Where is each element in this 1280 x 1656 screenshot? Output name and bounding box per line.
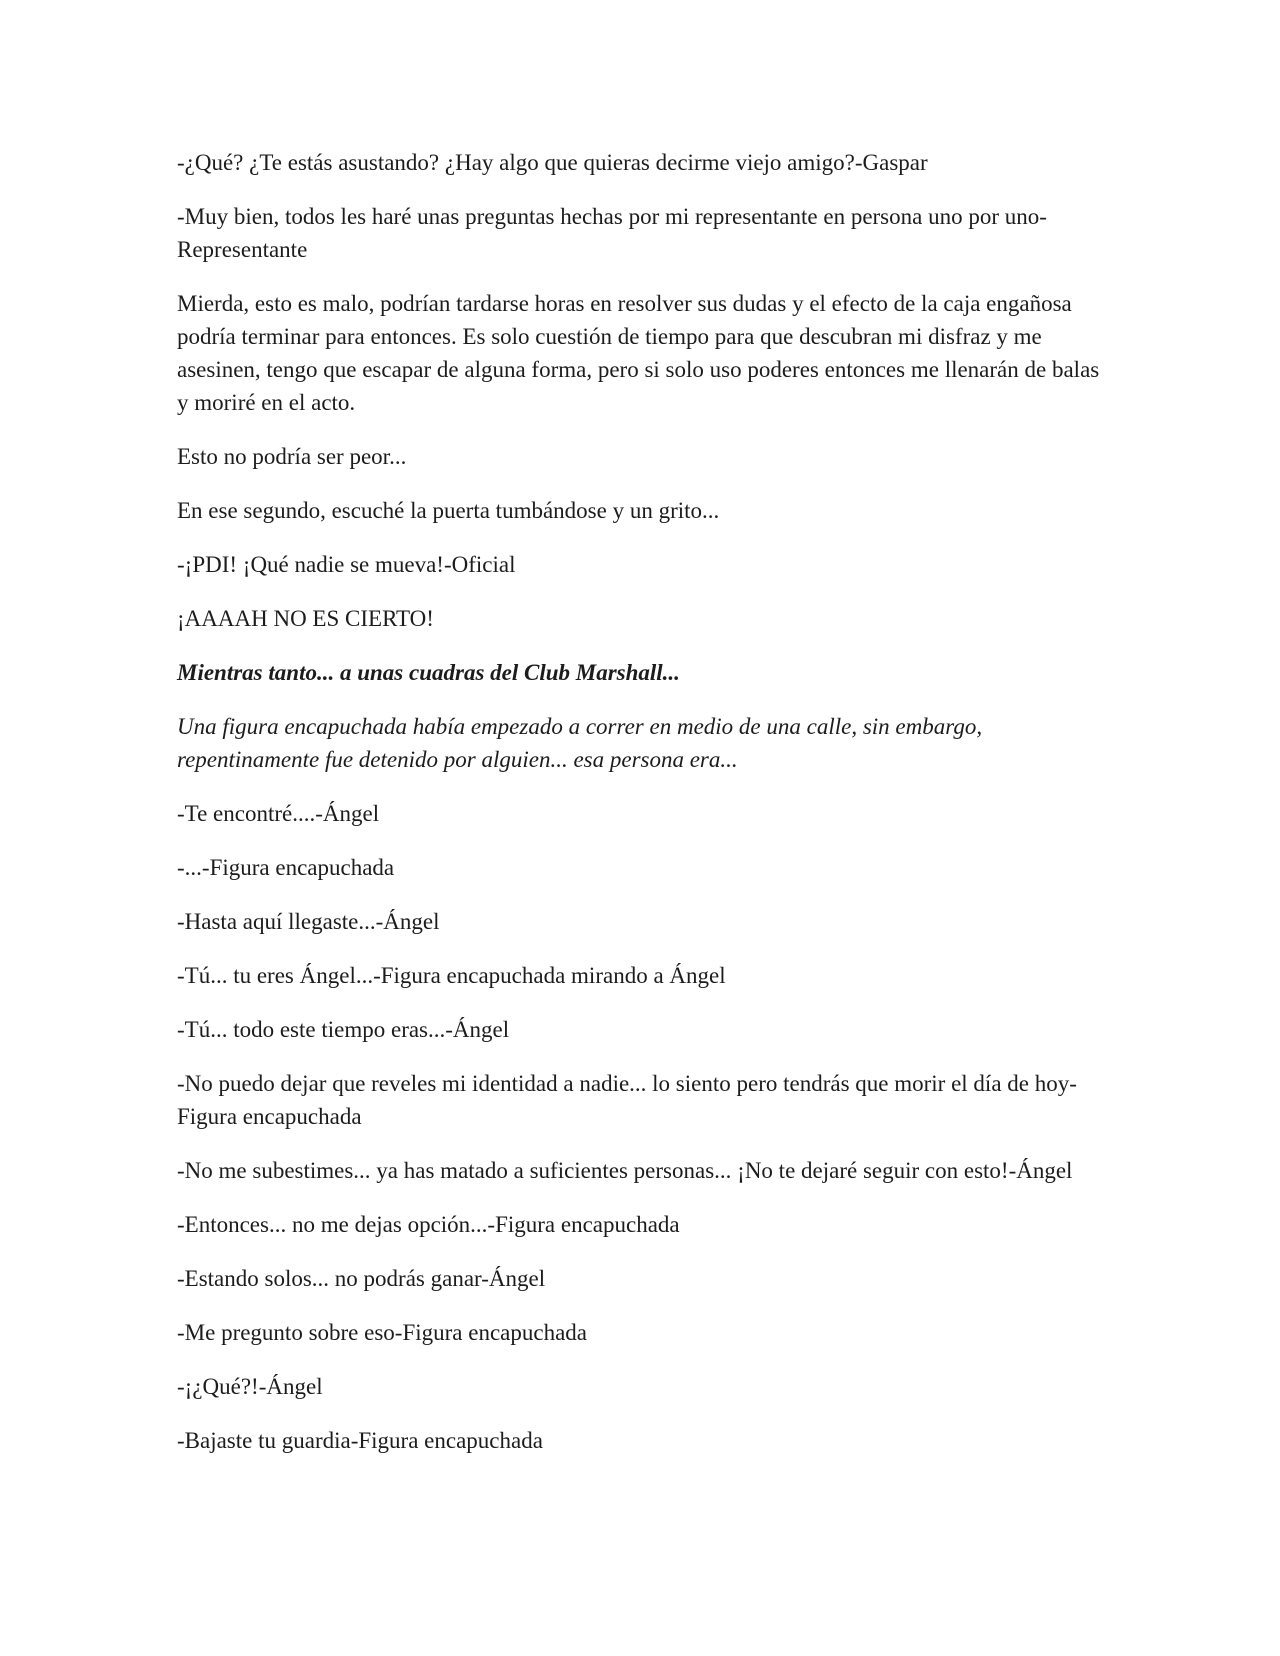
paragraph: -Tú... todo este tiempo eras...-Ángel: [177, 1017, 510, 1042]
paragraph: ¡AAAAH NO ES CIERTO!: [177, 606, 434, 631]
paragraph: -Me pregunto sobre eso-Figura encapuchada: [177, 1320, 588, 1345]
paragraph: -Hasta aquí llegaste...-Ángel: [177, 909, 440, 934]
paragraph: -Tú... tu eres Ángel...-Figura encapuchada mirando a Ángel: [177, 963, 726, 988]
paragraph: -...-Figura encapuchada: [177, 855, 395, 880]
paragraph: Esto no podría ser peor...: [177, 444, 407, 469]
paragraph: -Estando solos... no podrás ganar-Ángel: [177, 1266, 546, 1291]
paragraph: -¡PDI! ¡Qué nadie se mueva!-Oficial: [177, 552, 516, 577]
paragraph: -¿Qué? ¿Te estás asustando? ¿Hay algo que quieras decirme viejo amigo?-Gaspar: [177, 150, 928, 175]
paragraph: -¡¿Qué?!-Ángel: [177, 1374, 323, 1399]
paragraph: -Muy bien, todos les haré unas preguntas hechas por mi representante en persona uno por uno-Representante: [177, 204, 1047, 262]
paragraph: -Te encontré....-Ángel: [177, 801, 380, 826]
narration-italic: Una figura encapuchada había empezado a correr en medio de una calle, sin embargo, repentinamente fue detenido por alguien... esa persona era...: [177, 714, 983, 772]
paragraph: -Entonces... no me dejas opción...-Figura encapuchada: [177, 1212, 680, 1237]
paragraph: -No puedo dejar que reveles mi identidad a nadie... lo siento pero tendrás que morir el día de hoy-Figura encapuchada: [177, 1071, 1077, 1129]
scene-heading: Mientras tanto... a unas cuadras del Club Marshall...: [177, 660, 680, 685]
paragraph: En ese segundo, escuché la puerta tumbándose y un grito...: [177, 498, 720, 523]
paragraph: -No me subestimes... ya has matado a suficientes personas... ¡No te dejaré seguir con esto!-Ángel: [177, 1158, 1073, 1183]
paragraph: -Bajaste tu guardia-Figura encapuchada: [177, 1428, 543, 1453]
document-body: [177, 146, 1107, 1478]
paragraph: Mierda, esto es malo, podrían tardarse horas en resolver sus dudas y el efecto de la caja engañosa podría terminar para entonces. Es solo cuestión de tiempo para que descubran mi disfraz y me asesinen, tengo que escapar de alguna forma, pero si solo uso poderes entonces me llenarán de balas y moriré en el acto.: [177, 291, 1100, 415]
